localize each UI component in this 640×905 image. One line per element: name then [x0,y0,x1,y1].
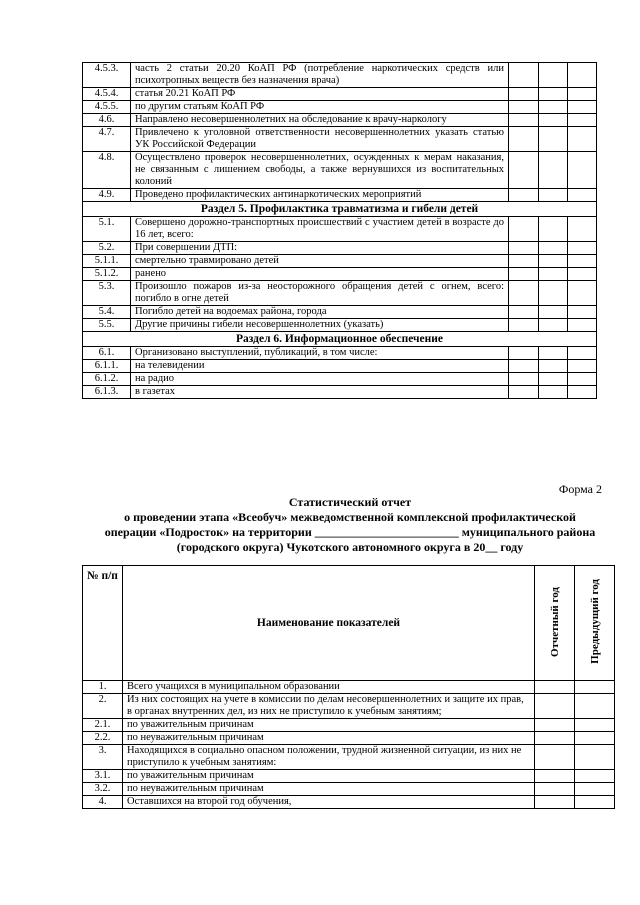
value-cell[interactable] [568,242,597,255]
section-header-row [83,202,597,217]
row-indicator: Другие причины гибели несовершеннолетних (указать) [131,319,509,332]
previous-year-cell[interactable] [575,719,615,732]
section-title: Раздел 5. Профилактика травматизма и гибели детей [83,202,597,217]
value-cell[interactable] [539,319,568,332]
value-cell[interactable] [568,63,597,88]
value-cell[interactable] [568,189,597,202]
table-row [83,101,597,114]
row-indicator: Направлено несовершеннолетних на обследование к врачу-наркологу [131,114,509,127]
table-row [83,783,615,796]
value-cell[interactable] [509,63,539,88]
value-cell[interactable] [539,88,568,101]
column-header-number: № п/п [83,566,123,681]
value-cell[interactable] [539,255,568,268]
report-title-line: о проведении этапа «Всеобуч» межведомственной комплексной профилактической [124,510,576,524]
current-year-cell[interactable] [535,694,575,719]
table-row [83,217,597,242]
current-year-cell[interactable] [535,745,575,770]
value-cell[interactable] [568,88,597,101]
row-number: 6.1.1. [83,360,131,373]
row-number: 6.1.2. [83,373,131,386]
current-year-cell[interactable] [535,783,575,796]
row-number: 4.8. [83,152,131,189]
previous-year-cell[interactable] [575,770,615,783]
table-row [83,127,597,152]
value-cell[interactable] [539,127,568,152]
column-header-name: Наименование показателей [123,566,535,681]
row-number: 2.2. [83,732,123,745]
column-header-previous-year [575,566,615,681]
row-number: 5.4. [83,306,131,319]
value-cell[interactable] [509,88,539,101]
table-row [83,189,597,202]
table-row [83,319,597,332]
table-row [83,681,615,694]
value-cell[interactable] [539,373,568,386]
table-row [83,719,615,732]
column-header-previous-year-label: Предыдущий год [588,579,601,664]
row-indicator: Находящихся в социально опасном положении, трудной жизненной ситуации, из них не приступило к учебным занятиям: [123,745,535,770]
value-cell[interactable] [568,373,597,386]
value-cell[interactable] [509,373,539,386]
row-number: 3.1. [83,770,123,783]
value-cell[interactable] [568,101,597,114]
table-row [83,152,597,189]
row-number: 5.5. [83,319,131,332]
value-cell[interactable] [539,268,568,281]
row-indicator: в газетах [131,386,509,399]
value-cell[interactable] [568,306,597,319]
value-cell[interactable] [539,152,568,189]
row-indicator: Произошло пожаров из-за неосторожного обращения детей с огнем, всего: погибло в огне детей [131,281,509,306]
column-header-current-year [535,566,575,681]
row-number: 4.7. [83,127,131,152]
table-row [83,770,615,783]
current-year-cell[interactable] [535,719,575,732]
row-indicator: часть 2 статьи 20.20 КоАП РФ (потребление наркотических средств или психотропных веществ без назначения врача) [131,63,509,88]
table-row [83,360,597,373]
form1-table-body [83,63,597,399]
table-row [83,88,597,101]
value-cell[interactable] [568,360,597,373]
row-number: 2. [83,694,123,719]
value-cell[interactable] [539,281,568,306]
row-number: 5.1. [83,217,131,242]
row-number: 4.9. [83,189,131,202]
row-indicator: Погибло детей на водоемах района, города [131,306,509,319]
row-indicator: смертельно травмировано детей [131,255,509,268]
row-indicator: по неуважительным причинам [123,783,535,796]
row-indicator: ранено [131,268,509,281]
table-row [83,694,615,719]
table-row [83,745,615,770]
value-cell[interactable] [509,189,539,202]
table-row [83,281,597,306]
value-cell[interactable] [568,268,597,281]
value-cell[interactable] [509,152,539,189]
value-cell[interactable] [539,347,568,360]
row-number: 4. [83,796,123,809]
table-row [83,242,597,255]
form2-table-body [83,681,615,809]
value-cell[interactable] [568,319,597,332]
value-cell[interactable] [509,319,539,332]
value-cell[interactable] [509,217,539,242]
table-row [83,796,615,809]
value-cell[interactable] [568,127,597,152]
row-indicator: Совершено дорожно-транспортных происшествий с участием детей в возрасте до 16 лет, всего: [131,217,509,242]
report-title-line: Статистический отчет [288,495,412,509]
value-cell[interactable] [568,152,597,189]
row-indicator: Организовано выступлений, публикаций, в том числе: [131,347,509,360]
value-cell[interactable] [568,114,597,127]
value-cell[interactable] [509,255,539,268]
value-cell[interactable] [509,360,539,373]
value-cell[interactable] [539,189,568,202]
row-indicator: на телевидении [131,360,509,373]
table-row [83,114,597,127]
form-number-label: Форма 2 [558,482,602,496]
value-cell[interactable] [509,386,539,399]
previous-year-cell[interactable] [575,783,615,796]
column-header-current-year-label: Отчетный год [548,586,561,657]
value-cell[interactable] [539,63,568,88]
current-year-cell[interactable] [535,681,575,694]
current-year-cell[interactable] [535,796,575,809]
table-row [83,373,597,386]
value-cell[interactable] [539,386,568,399]
value-cell[interactable] [568,281,597,306]
current-year-cell[interactable] [535,770,575,783]
section-header-row [83,332,597,347]
table-row [83,347,597,360]
form2-table [82,565,615,809]
value-cell[interactable] [509,347,539,360]
row-indicator: по другим статьям КоАП РФ [131,101,509,114]
row-number: 4.6. [83,114,131,127]
row-number: 6.1. [83,347,131,360]
row-indicator: Привлечено к уголовной ответственности несовершеннолетних указать статью УК Российской Федерации [131,127,509,152]
row-number: 3.2. [83,783,123,796]
current-year-cell[interactable] [535,732,575,745]
row-number: 5.1.1. [83,255,131,268]
row-number: 6.1.3. [83,386,131,399]
row-indicator: Осуществлено проверок несовершеннолетних, осужденных к мерам наказания, не связанным с лишением свободы, а также вернувшихся из воспитательных колоний [131,152,509,189]
value-cell[interactable] [539,114,568,127]
previous-year-cell[interactable] [575,796,615,809]
row-indicator: Из них состоящих на учете в комиссии по делам несовершеннолетних и защите их прав, в органах внутренних дел, из них не приступило к учебным занятиям; [123,694,535,719]
previous-year-cell[interactable] [575,745,615,770]
value-cell[interactable] [509,114,539,127]
row-indicator: по уважительным причинам [123,770,535,783]
row-indicator: Оставшихся на второй год обучения, [123,796,535,809]
value-cell[interactable] [539,306,568,319]
table-row [83,268,597,281]
report-title-line: (городского округа) Чукотского автономного округа в 20__ году [176,540,524,554]
value-cell[interactable] [539,217,568,242]
row-number: 4.5.4. [83,88,131,101]
value-cell[interactable] [568,347,597,360]
table-row [83,386,597,399]
value-cell[interactable] [509,281,539,306]
value-cell[interactable] [509,101,539,114]
row-number: 4.5.3. [83,63,131,88]
table-row [83,306,597,319]
value-cell[interactable] [568,217,597,242]
section-title: Раздел 6. Информационное обеспечение [83,332,597,347]
row-indicator: Всего учащихся в муниципальном образовании [123,681,535,694]
previous-year-cell[interactable] [575,732,615,745]
report-title [92,495,608,555]
row-indicator: по неуважительным причинам [123,732,535,745]
row-number: 4.5.5. [83,101,131,114]
row-indicator: статья 20.21 КоАП РФ [131,88,509,101]
value-cell[interactable] [509,306,539,319]
value-cell[interactable] [509,268,539,281]
row-number: 5.3. [83,281,131,306]
value-cell[interactable] [568,386,597,399]
table-row [83,732,615,745]
previous-year-cell[interactable] [575,694,615,719]
form1-table [82,62,597,399]
value-cell[interactable] [539,242,568,255]
row-indicator: по уважительным причинам [123,719,535,732]
row-number: 3. [83,745,123,770]
row-indicator: При совершении ДТП: [131,242,509,255]
value-cell[interactable] [509,127,539,152]
row-indicator: Проведено профилактических антинаркотических мероприятий [131,189,509,202]
row-number: 1. [83,681,123,694]
row-number: 2.1. [83,719,123,732]
value-cell[interactable] [509,242,539,255]
table-row [83,63,597,88]
row-number: 5.2. [83,242,131,255]
previous-year-cell[interactable] [575,681,615,694]
row-number: 5.1.2. [83,268,131,281]
table-row [83,255,597,268]
value-cell[interactable] [539,360,568,373]
report-title-line: операции «Подросток» на территории ________________________ муниципального района [104,525,596,539]
row-indicator: на радио [131,373,509,386]
form2-header-row [83,566,615,681]
value-cell[interactable] [539,101,568,114]
value-cell[interactable] [568,255,597,268]
